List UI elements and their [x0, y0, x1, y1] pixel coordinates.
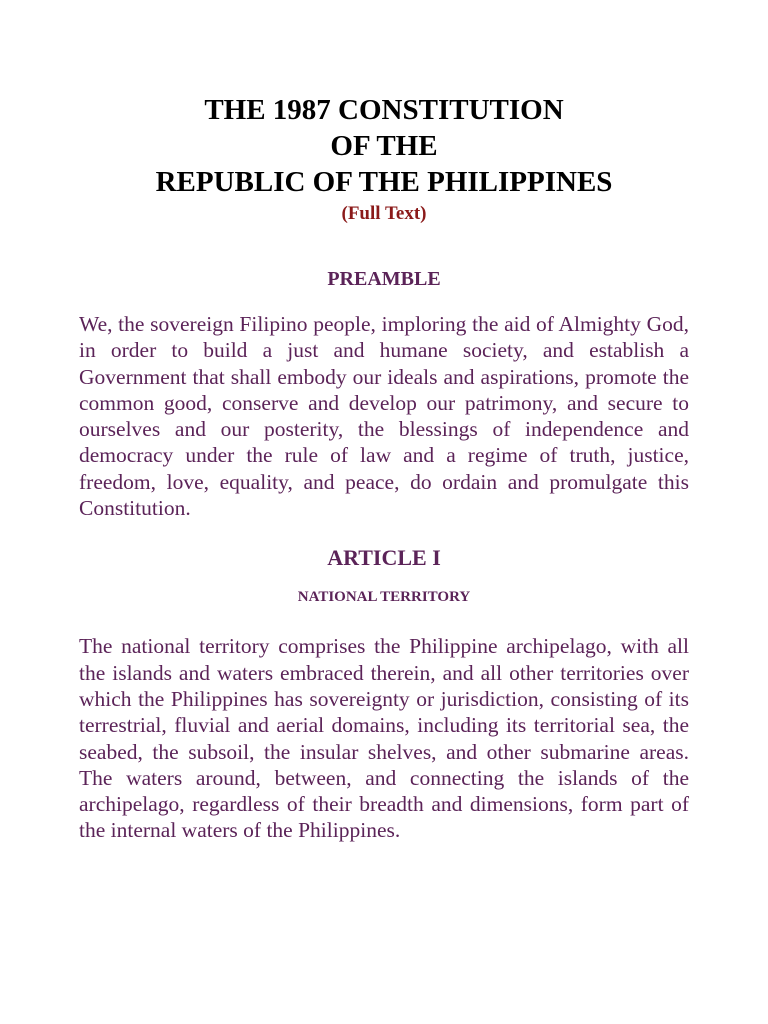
preamble-text: We, the sovereign Filipino people, imploring the aid of Almighty God, in order to build a just and humane society, and establish a Government that shall embody our ideals and aspirations, promote the common good, conserve and develop our patrimony, and secure to ourselves and our posterity, the blessings of independence and democracy under the rule of law and a regime of truth, justice, freedom, love, equality, and peace, do ordain and promulgate this Constitution.	[79, 312, 689, 521]
preamble-heading: PREAMBLE	[327, 268, 441, 290]
title-line-2: OF THE	[330, 130, 438, 162]
article-subheading: NATIONAL TERRITORY	[297, 589, 471, 606]
title-line-1: THE 1987 CONSTITUTION	[204, 94, 564, 126]
article-text: The national territory comprises the Philippine archipelago, with all the islands and waters embraced therein, and all other territories over which the Philippines has sovereignty or jurisdiction, consisting of its terrestrial, fluvial and aerial domains, including its territorial sea, the seabed, the subsoil, the insular shelves, and other submarine areas. The waters around, between, and connecting the islands of the archipelago, regardless of their breadth and dimensions, form part of the internal waters of the Philippines.	[79, 634, 689, 843]
title-line-3: REPUBLIC OF THE PHILIPPINES	[155, 166, 613, 198]
document-subtitle: (Full Text)	[341, 203, 427, 224]
document-title	[79, 0, 689, 200]
article-heading: ARTICLE I	[327, 545, 441, 571]
